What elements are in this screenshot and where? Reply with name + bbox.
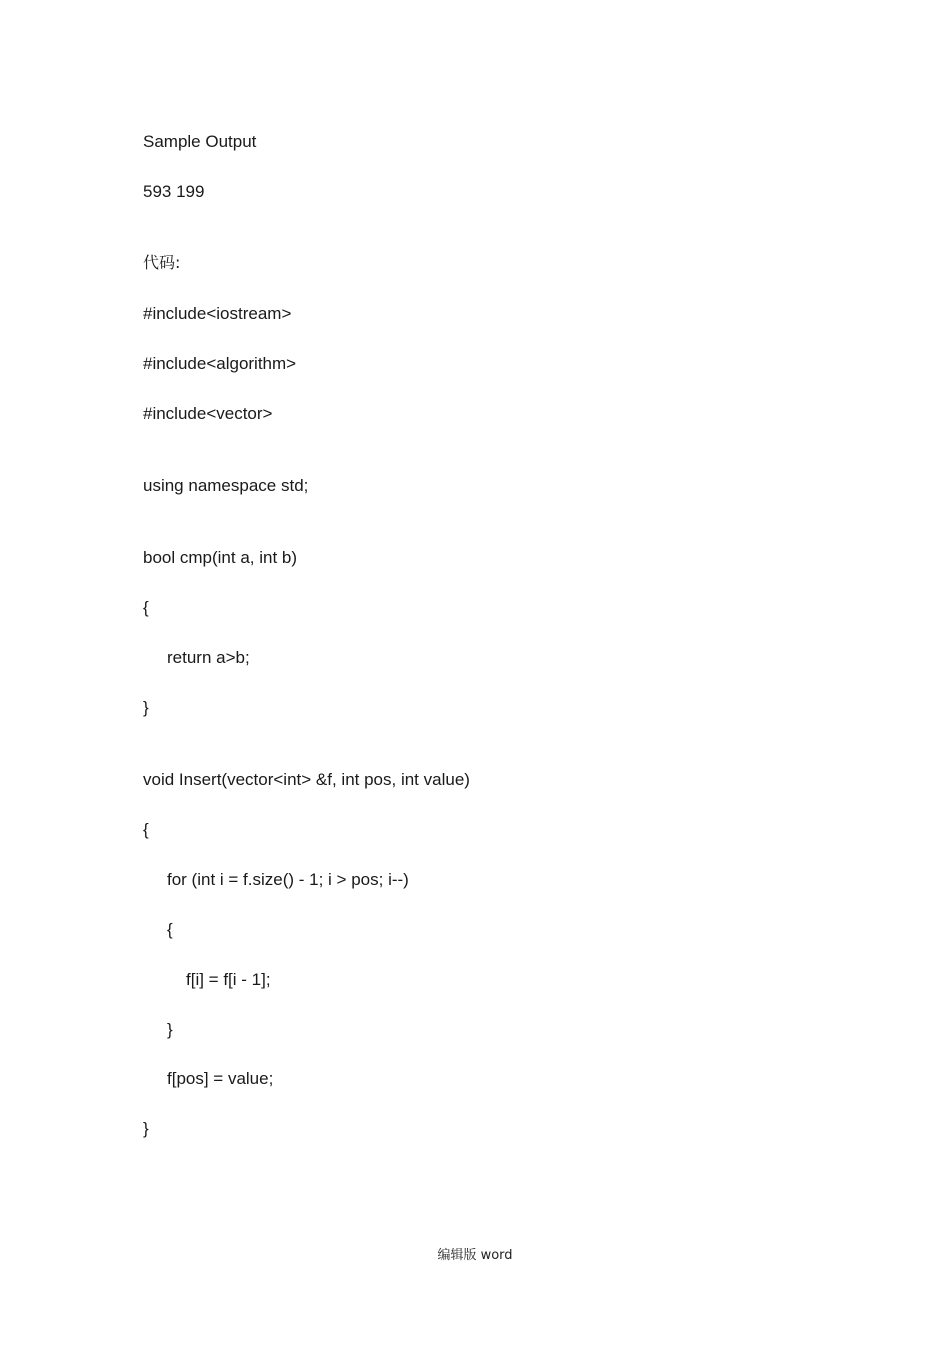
code-line: f[i] = f[i - 1];	[186, 970, 271, 989]
code-line: {	[143, 598, 149, 617]
code-line: void Insert(vector<int> &f, int pos, int value)	[143, 770, 470, 789]
code-line: {	[143, 820, 149, 839]
code-line: #include<algorithm>	[143, 354, 297, 373]
code-line: }	[143, 1119, 149, 1138]
code-line: }	[143, 698, 149, 717]
code-label: 代码:	[143, 253, 181, 272]
code-line: }	[167, 1020, 173, 1039]
page-footer: 编辑版 word	[437, 1248, 513, 1263]
code-line: #include<vector>	[143, 404, 273, 423]
code-line: #include<iostream>	[143, 304, 292, 323]
code-line: bool cmp(int a, int b)	[143, 548, 298, 567]
code-line: using namespace std;	[143, 476, 309, 495]
code-line: return a>b;	[167, 648, 250, 667]
code-line: for (int i = f.size() - 1; i > pos; i--)	[167, 870, 409, 889]
sample-output-value: 593 199	[143, 182, 205, 201]
sample-output-heading: Sample Output	[143, 132, 257, 151]
code-line: {	[167, 920, 173, 939]
code-line: f[pos] = value;	[167, 1069, 274, 1088]
